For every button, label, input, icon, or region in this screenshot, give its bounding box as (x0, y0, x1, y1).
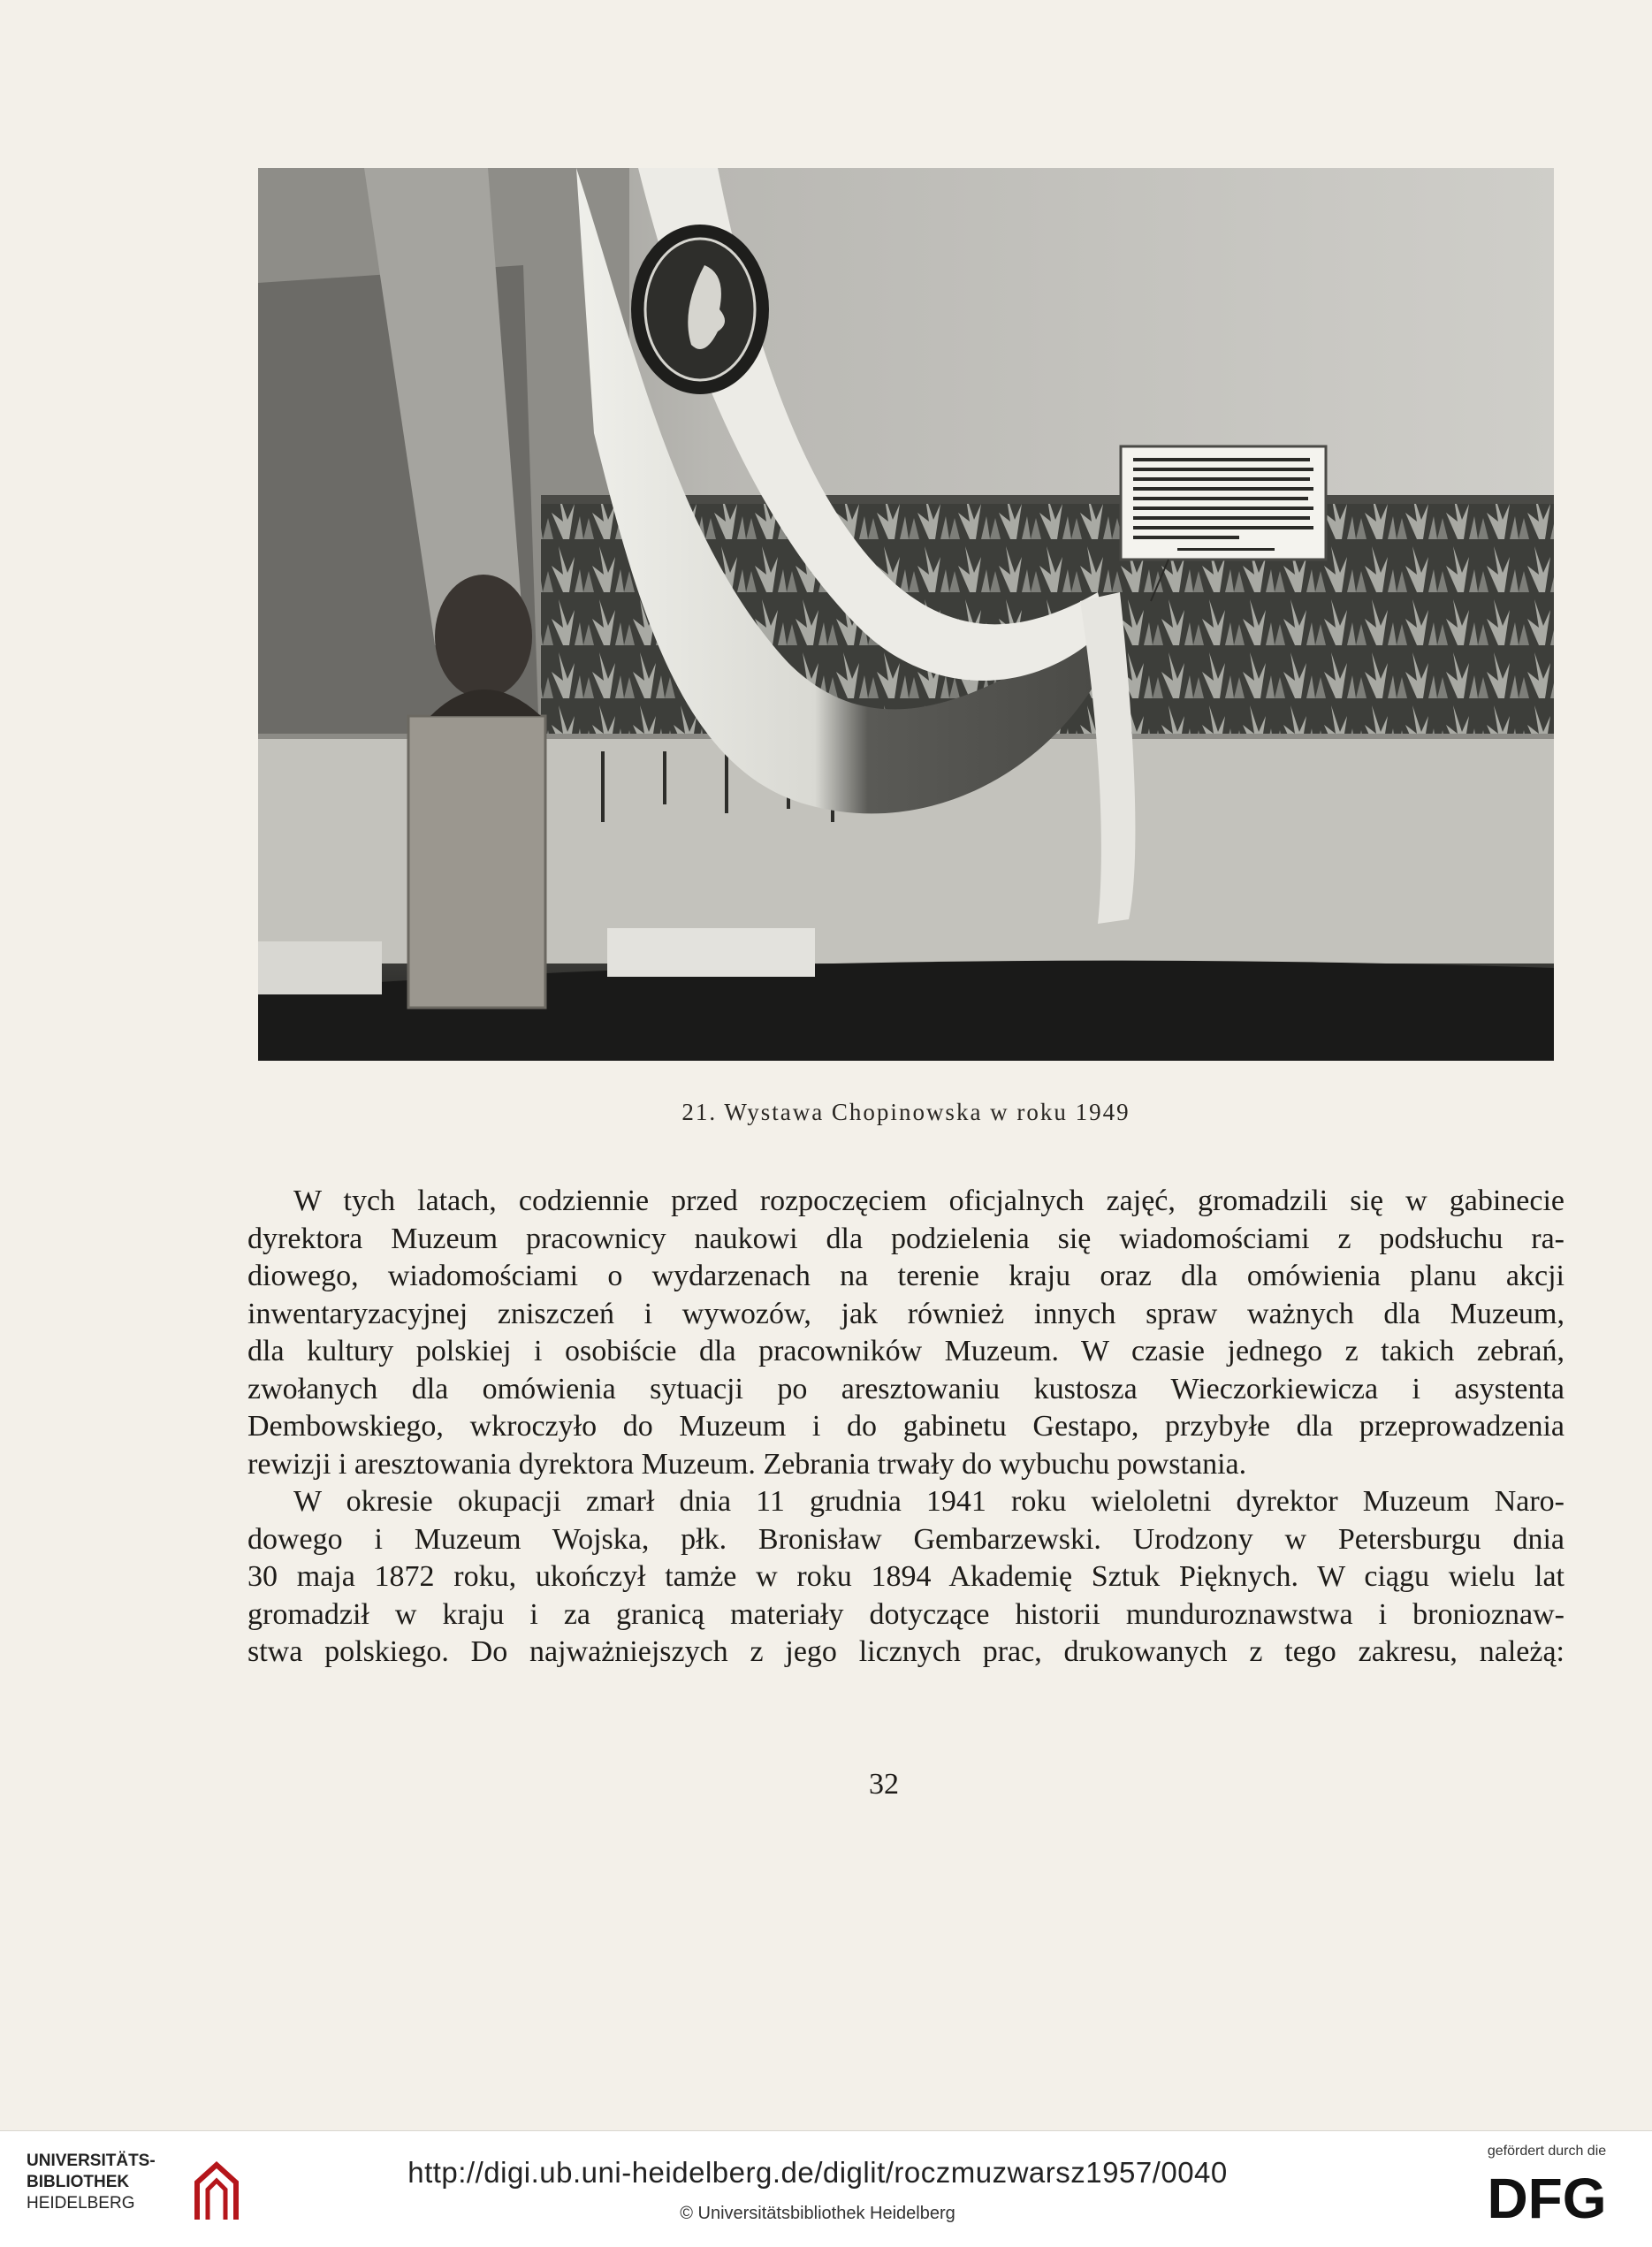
exhibition-photograph (258, 168, 1554, 1061)
permalink-url[interactable]: http://digi.ub.uni-heidelberg.de/diglit/roczmuzwarsz1957/0040 (407, 2156, 1228, 2189)
dfg-wordmark-icon (1467, 2167, 1626, 2228)
text-line: W okresie okupacji zmarł dnia 11 grudnia 1941 roku wieloletni dyrektor Muzeum Naro- (293, 1485, 1564, 1518)
dfg-logo[interactable] (1467, 2144, 1626, 2241)
text-line: dowego i Muzeum Wojska, płk. Bronisław Gembarzewski. Urodzony w Petersburgu dnia (247, 1522, 1564, 1556)
figure-caption: 21. Wystawa Chopinowska w roku 1949 (681, 1099, 1131, 1125)
library-name-line2: BIBLIOTHEK (27, 2173, 130, 2191)
text-line: 30 maja 1872 roku, ukończył tamże w roku 1894 Akademię Sztuk Pięknych. W ciągu wielu lat (247, 1560, 1564, 1593)
library-mark-icon (190, 2158, 243, 2225)
funding-label: gefördert durch die (1487, 2144, 1607, 2159)
copyright-notice: © Universitätsbibliothek Heidelberg (680, 2204, 955, 2223)
text-line: Dembowskiego, wkroczyło do Muzeum i do gabinetu Gestapo, przybyłe dla przeprowadzenia (247, 1410, 1564, 1443)
text-line: W tych latach, codziennie przed rozpoczęciem oficjalnych zajęć, gromadzili się w gabinecie (293, 1184, 1564, 1217)
text-line: dyrektora Muzeum pracownicy naukowi dla podzielenia się wiadomościami z podsłuchu ra- (247, 1222, 1564, 1255)
text-line: dla kultury polskiej i osobiście dla pracowników Muzeum. W czasie jednego z takich zebrań, (247, 1335, 1564, 1367)
funder-name: DFG (1487, 2167, 1607, 2228)
footer-bar (0, 2130, 1652, 2247)
library-logo[interactable] (27, 2151, 230, 2230)
library-name-line3: HEIDELBERG (27, 2194, 135, 2213)
text-line: gromadził w kraju i za granicą materiały dotyczące historii munduroznawstwa i bronioznaw- (247, 1597, 1564, 1631)
text-line: diowego, wiadomościami o wydarzenach na terenie kraju oraz dla omówienia planu akcji (247, 1260, 1564, 1292)
text-line: zwołanych dla omówienia sytuacji po aresztowaniu kustosza Wieczorkiewicza i asystenta (247, 1372, 1564, 1405)
text-line: inwentaryzacyjnej zniszczeń i wywozów, jak również innych spraw ważnych dla Muzeum, (247, 1297, 1564, 1330)
body-text (247, 1183, 1564, 1672)
library-name-line1: UNIVERSITÄTS- (27, 2152, 156, 2170)
text-line: stwa polskiego. Do najważniejszych z jego licznych prac, drukowanych z tego zakresu, należą: (247, 1635, 1564, 1668)
text-line: rewizji i aresztowania dyrektora Muzeum. Zebrania trwały do wybuchu powstania. (247, 1447, 1247, 1481)
page-number: 32 (869, 1768, 899, 1801)
library-name (27, 2151, 156, 2214)
